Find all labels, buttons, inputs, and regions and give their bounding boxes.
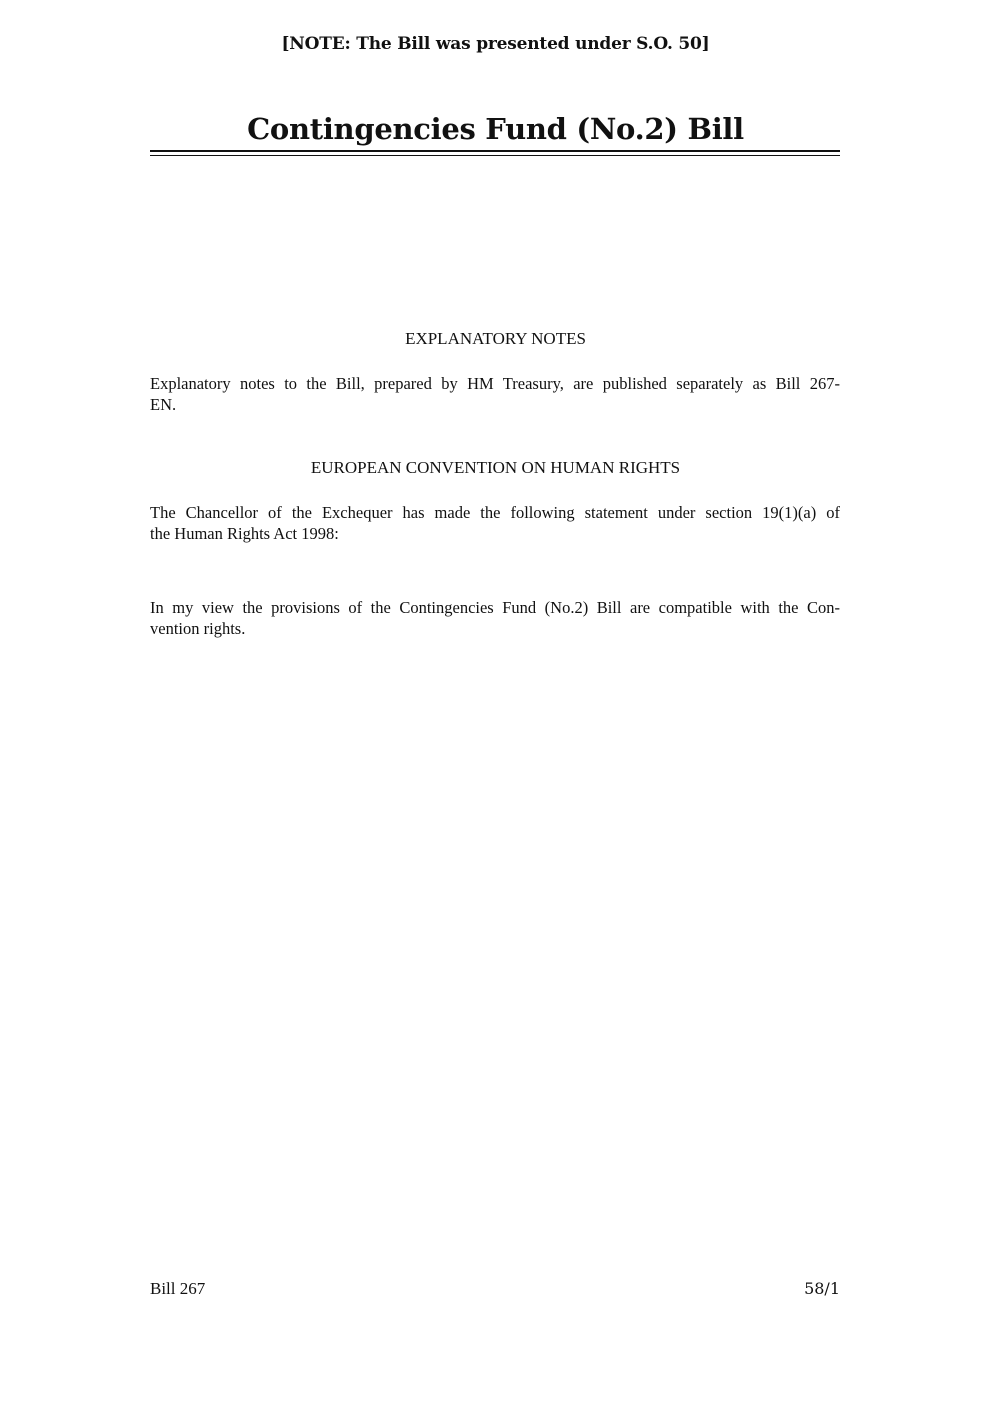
title-rule-thick [150,150,840,152]
echr-heading: EUROPEAN CONVENTION ON HUMAN RIGHTS [310,458,681,477]
explanatory-notes-line-1: Explanatory notes to the Bill, prepared by HM Treasury, are published separately as Bill 267- [150,374,840,393]
echr-view-line-1: In my view the provisions of the Contingencies Fund (No.2) Bill are compatible with the Con- [150,598,840,617]
presentation-note: [NOTE: The Bill was presented under S.O. 50] [281,34,710,54]
explanatory-notes-line-2: EN. [150,395,177,414]
footer-bill-number: Bill 267 [150,1279,206,1298]
bill-title: Contingencies Fund (No.2) Bill [247,112,744,146]
echr-statement-line-2: the Human Rights Act 1998: [150,524,339,543]
echr-view-line-2: vention rights. [150,619,246,638]
explanatory-notes-heading: EXPLANATORY NOTES [405,329,586,348]
echr-statement-paragraph [150,502,840,544]
title-rule-thin [150,155,840,156]
echr-view-paragraph [150,597,840,639]
footer-reference: 58/1 [804,1279,840,1298]
echr-statement-line-1: The Chancellor of the Exchequer has made the following statement under section 19(1)(a) of [150,503,840,522]
explanatory-notes-paragraph [150,373,840,415]
